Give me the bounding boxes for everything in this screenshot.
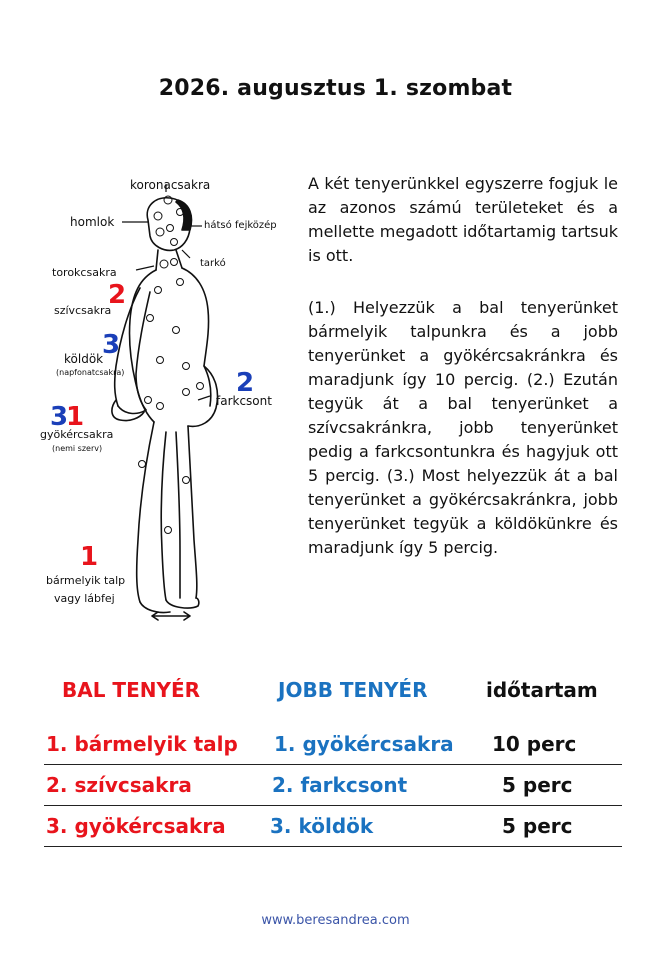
cell-jobb: 2. farkcsont — [272, 773, 408, 797]
number-gyoker-1: 1 — [66, 402, 85, 432]
label-szivcsakra: szívcsakra — [54, 304, 112, 317]
label-koronacsakra: koronacsakra — [130, 178, 211, 192]
instructions-paragraph: (1.) Helyezzük a bal tenyerünket bármelyik talpunkra és a jobb tenyerünket a gyökércsakránkra és maradjunk így 10 percig. (2.) Ezután tegyük át a bal tenyerünket a szívcsakránkra, jobb tenyerünket pedig a farkcsontunkra és hagyjuk ott 5 percig. (3.) Most helyezzük át a bal tenyerünket a gyökércsakránkra, jobb tenyerünket tegyük a köldökünkre és maradjunk így 5 percig. — [308, 298, 618, 557]
number-gyoker-3: 3 — [50, 402, 69, 432]
table-row — [44, 806, 622, 847]
label-gyokercsakra: gyökércsakra — [40, 428, 114, 441]
label-hatso-fejkozep: hátsó fejközép — [204, 220, 277, 231]
cell-ido: 5 perc — [502, 773, 573, 797]
label-tarko: tarkó — [200, 258, 226, 269]
cell-jobb: 1. gyökércsakra — [274, 732, 454, 756]
schedule-table — [44, 678, 622, 847]
table-row — [44, 724, 622, 765]
header-idotartam: időtartam — [486, 678, 598, 702]
label-talp-line2: vagy lábfej — [54, 592, 115, 605]
cell-bal: 2. szívcsakra — [46, 773, 192, 797]
cell-bal: 1. bármelyik talp — [46, 732, 238, 756]
cell-ido: 10 perc — [492, 732, 577, 756]
cell-jobb: 3. köldök — [270, 814, 374, 838]
number-szivcsakra: 2 — [108, 280, 127, 310]
number-farkcsont: 2 — [236, 368, 255, 398]
label-koldok-sub: (napfonatcsakra) — [56, 368, 125, 377]
number-talp: 1 — [80, 542, 99, 572]
page-title: 2026. augusztus 1. szombat — [158, 76, 513, 101]
header-bal-tenyer: BAL TENYÉR — [62, 678, 201, 702]
cell-ido: 5 perc — [502, 814, 573, 838]
cell-bal: 3. gyökércsakra — [46, 814, 226, 838]
label-homlok: homlok — [70, 215, 115, 229]
label-talp-line1: bármelyik talp — [46, 574, 126, 587]
intro-paragraph: A két tenyerünkkel egyszerre fogjuk le az azonos számú területeket és a mellette megadott időtartamig tartsuk is ott. — [308, 174, 618, 265]
table-row — [44, 765, 622, 806]
label-farkcsont: farkcsont — [216, 394, 272, 408]
label-torokcsakra: torokcsakra — [52, 266, 117, 279]
label-gyokercsakra-sub: (nemi szerv) — [52, 444, 103, 453]
header-jobb-tenyer: JOBB TENYÉR — [278, 678, 428, 702]
table-header — [44, 678, 622, 724]
footer-website-link[interactable]: www.beresandrea.com — [261, 913, 410, 928]
label-koldok: köldök — [64, 352, 104, 366]
body-figure-illustration — [40, 170, 300, 630]
number-koldok: 3 — [102, 330, 121, 360]
